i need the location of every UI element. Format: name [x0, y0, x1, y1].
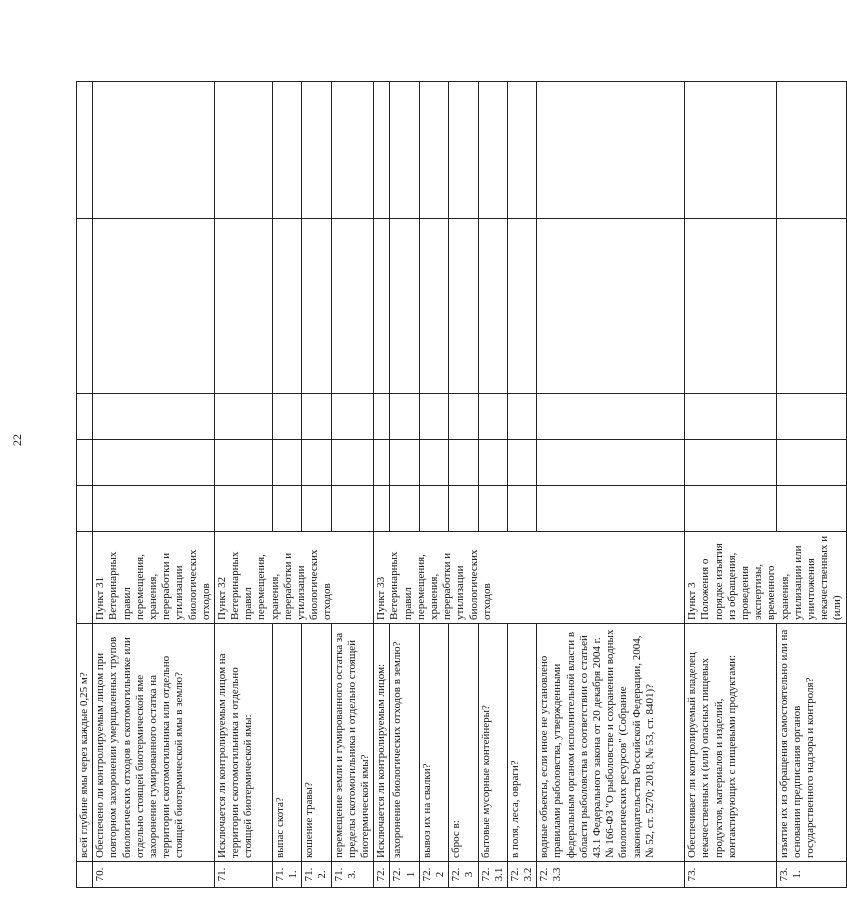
answer-yes-cell [419, 486, 448, 532]
table-row [77, 82, 93, 888]
note-cell [331, 82, 374, 219]
answer-na-cell [685, 394, 776, 440]
answer-yes-cell [449, 486, 478, 532]
answer-no-cell [390, 440, 419, 486]
answer-na-cell [390, 394, 419, 440]
answer-extra-cell [214, 219, 272, 394]
answer-extra-cell [776, 219, 846, 394]
table-row [478, 82, 507, 888]
note-cell [390, 82, 419, 219]
note-cell [93, 82, 215, 219]
answer-na-cell [537, 394, 685, 440]
row-number: 72.3.3 [537, 862, 685, 888]
answer-no-cell [214, 440, 272, 486]
answer-extra-cell [272, 219, 301, 394]
note-cell [478, 82, 507, 219]
answer-yes-cell [93, 486, 215, 532]
note-cell [776, 82, 846, 219]
table-row [272, 82, 301, 888]
row-number: 72.3.1 [478, 862, 507, 888]
table-row [214, 82, 272, 888]
note-cell [272, 82, 301, 219]
checklist-table [76, 81, 847, 888]
answer-yes-cell [390, 486, 419, 532]
row-number: 71.2. [302, 862, 331, 888]
note-cell [685, 82, 776, 219]
row-question: всей глубине ямы через каждые 0,25 м? [77, 624, 93, 862]
checklist-table-container [76, 82, 844, 888]
row-reference: Пункт 31 Ветеринарных правил перемещения, хранения, переработки и утилизации биологических отходов [93, 532, 215, 624]
table-row [685, 82, 776, 888]
answer-yes-cell [214, 486, 272, 532]
table-row [419, 82, 448, 888]
answer-no-cell [478, 440, 507, 486]
table-row [507, 82, 536, 888]
answer-no-cell [776, 440, 846, 486]
answer-extra-cell [685, 219, 776, 394]
answer-no-cell [374, 440, 390, 486]
answer-extra-cell [93, 219, 215, 394]
row-question: захоронение биологических отходов в землю? [390, 624, 419, 862]
answer-extra-cell [478, 219, 507, 394]
answer-no-cell [272, 440, 301, 486]
answer-no-cell [93, 440, 215, 486]
answer-na-cell [419, 394, 448, 440]
answer-extra-cell [302, 219, 331, 394]
answer-no-cell [302, 440, 331, 486]
answer-extra-cell [331, 219, 374, 394]
answer-no-cell [77, 440, 93, 486]
answer-na-cell [77, 394, 93, 440]
answer-yes-cell [374, 486, 390, 532]
answer-na-cell [331, 394, 374, 440]
note-cell [419, 82, 448, 219]
row-question: водные объекты, если иное не установлено правилами рыболовства, утвержденными федеральным органом исполнительной власти в области рыболовства в соответствии со статьей 43.1 Федерального закона от 20 декабря 2004 г. № 166-ФЗ "О рыболовстве и сохранении водных биологических ресурсов" (Собрание законодательства Российской Федерации, 2004, № 52, ст. 5270; 2018, № 53, ст. 8401)? [537, 624, 685, 862]
note-cell [537, 82, 685, 219]
note-cell [77, 82, 93, 219]
row-number: 70. [93, 862, 215, 888]
row-question: в поля, леса, овраги? [507, 624, 536, 862]
row-reference: Пункт 33 Ветеринарных правил перемещения, хранения, переработки и утилизации биологических отходов [374, 532, 685, 624]
answer-extra-cell [449, 219, 478, 394]
row-question: выпас скота? [272, 624, 301, 862]
answer-na-cell [272, 394, 301, 440]
table-row [449, 82, 478, 888]
answer-na-cell [302, 394, 331, 440]
note-cell [449, 82, 478, 219]
answer-na-cell [93, 394, 215, 440]
note-cell [374, 82, 390, 219]
answer-yes-cell [685, 486, 776, 532]
answer-na-cell [374, 394, 390, 440]
row-number: 72.3 [449, 862, 478, 888]
row-question: бытовые мусорные контейнеры? [478, 624, 507, 862]
row-question: Обеспечено ли контролируемым лицом при повторном захоронении умерщвленных трупов биологических отходов в скотомогильнике или отдельно стоящей биотермической яме захоронение гумированного остатка на территории скотомогильника или отдельно стоящей биотермической ямы в землю? [93, 624, 215, 862]
answer-na-cell [449, 394, 478, 440]
table-row [776, 82, 846, 888]
note-cell [214, 82, 272, 219]
row-number: 72.2 [419, 862, 448, 888]
answer-yes-cell [331, 486, 374, 532]
answer-extra-cell [507, 219, 536, 394]
note-cell [507, 82, 536, 219]
table-row [390, 82, 419, 888]
answer-extra-cell [390, 219, 419, 394]
note-cell [302, 82, 331, 219]
answer-na-cell [214, 394, 272, 440]
answer-extra-cell [374, 219, 390, 394]
row-number: 73. [685, 862, 776, 888]
row-reference [77, 532, 93, 624]
answer-extra-cell [77, 219, 93, 394]
answer-yes-cell [272, 486, 301, 532]
row-number: 71.3. [331, 862, 374, 888]
row-question: изъятие их из обращения самостоятельно или на основании предписания органов государственного надзора и контроля? [776, 624, 846, 862]
page-number: 22 [10, 434, 24, 446]
row-number [77, 862, 93, 888]
table-row [302, 82, 331, 888]
row-reference: Пункт 32 Ветеринарных правил перемещения, хранения, переработки и утилизации биологических отходов [214, 532, 373, 624]
answer-no-cell [449, 440, 478, 486]
row-number: 72.3.2 [507, 862, 536, 888]
answer-na-cell [507, 394, 536, 440]
table-row [93, 82, 215, 888]
row-question: кошение травы? [302, 624, 331, 862]
row-number: 72.1 [390, 862, 419, 888]
table-row [374, 82, 390, 888]
row-question: Исключается ли контролируемым лицом: [374, 624, 390, 862]
answer-extra-cell [537, 219, 685, 394]
answer-yes-cell [537, 486, 685, 532]
row-question: Обеспечивает ли контролируемый владелец некачественных и (или) опасных пищевых продуктов, материалов и изделий, контактирующих с пищевыми продуктами: [685, 624, 776, 862]
table-row [331, 82, 374, 888]
answer-extra-cell [419, 219, 448, 394]
answer-no-cell [419, 440, 448, 486]
answer-na-cell [478, 394, 507, 440]
row-number: 73.1. [776, 862, 846, 888]
answer-yes-cell [507, 486, 536, 532]
row-question: сброс в: [449, 624, 478, 862]
row-question: перемещение земли и гумированного остатка за пределы скотомогильника и отдельно стоящей биотермической ямы? [331, 624, 374, 862]
answer-no-cell [507, 440, 536, 486]
row-question: вывоз их на свалки? [419, 624, 448, 862]
answer-no-cell [331, 440, 374, 486]
answer-yes-cell [776, 486, 846, 532]
row-number: 71. [214, 862, 272, 888]
answer-yes-cell [302, 486, 331, 532]
answer-yes-cell [77, 486, 93, 532]
row-question: Исключается ли контролируемым лицом на территории скотомогильника и отдельно стоящей биотермической ямы: [214, 624, 272, 862]
table-row [537, 82, 685, 888]
row-number: 71.1. [272, 862, 301, 888]
answer-yes-cell [478, 486, 507, 532]
row-number: 72. [374, 862, 390, 888]
answer-no-cell [537, 440, 685, 486]
answer-na-cell [776, 394, 846, 440]
answer-no-cell [685, 440, 776, 486]
row-reference: Пункт 3 Положения о порядке изъятия из обращения, проведения экспертизы, временного хранения, утилизации или уничтожения некачественных и (или) [685, 532, 846, 624]
